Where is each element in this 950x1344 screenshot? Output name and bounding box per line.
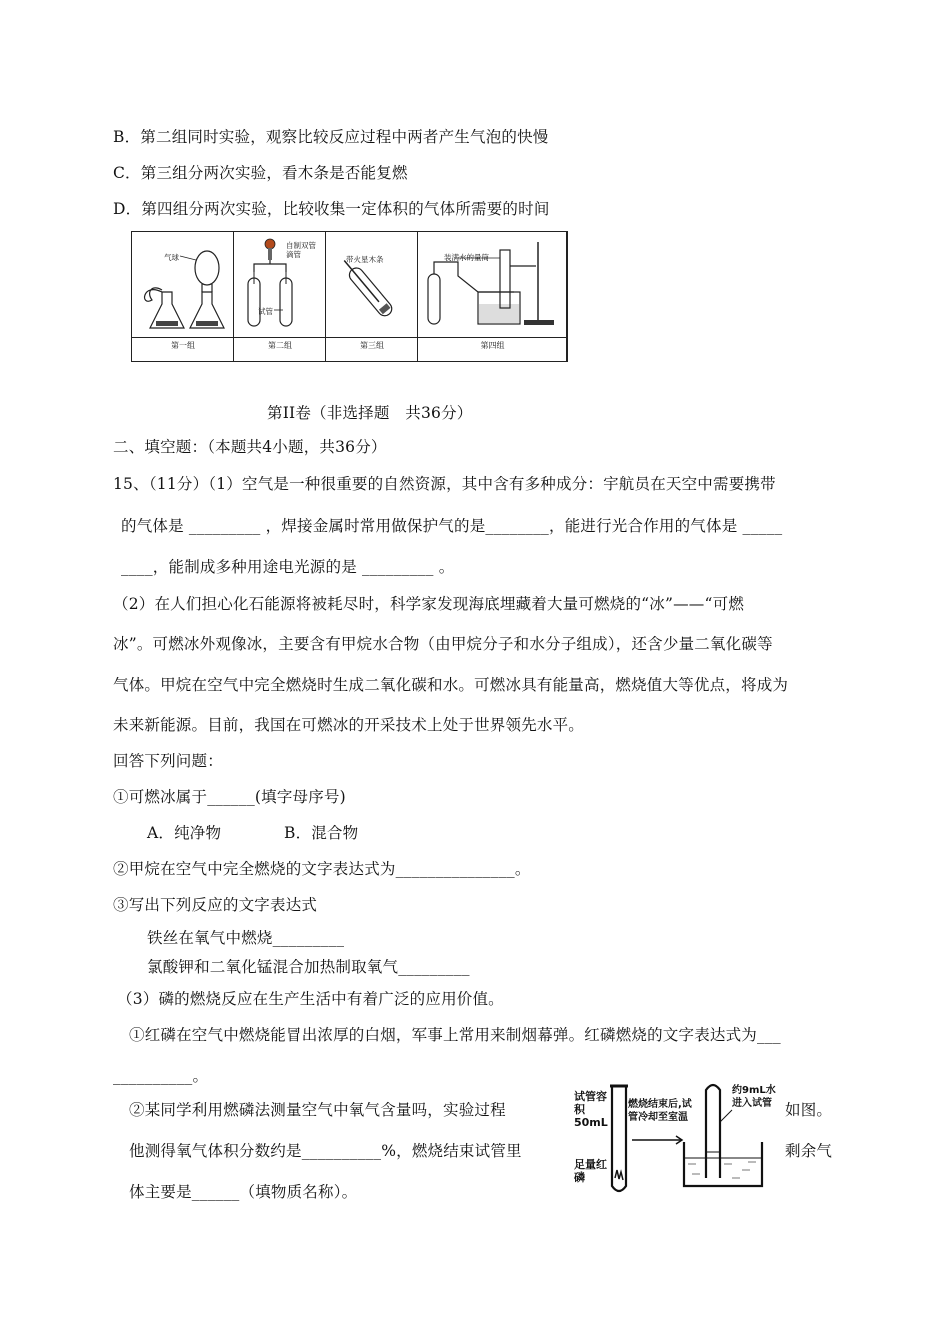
q15-p2-line-2: 冰”。可燃冰外观像冰，主要含有甲烷水合物（由甲烷分子和水分子组成），还含少量二氧化碳等 — [113, 635, 773, 653]
sub-question-2: ②甲烷在空气中完全燃烧的文字表达式为_______________。 — [113, 860, 531, 878]
part-title: 二、填空题：（本题共4小题，共36分） — [113, 438, 387, 456]
group-1-cell — [132, 232, 234, 361]
q15-p2-line-3: 气体。甲烷在空气中完全燃烧时生成二氧化碳和水。可燃冰具有能量高，燃烧值大等优点，将成为 — [113, 676, 789, 694]
q15-p2-line-4: 未来新能源。目前，我国在可燃冰的开采技术上处于世界领先水平。 — [113, 716, 585, 734]
part-3-q1-line-2: __________。 — [113, 1067, 209, 1085]
water-entry-label: 约9mL水进入试管 — [732, 1085, 776, 1109]
part-3-q2-line-1: ②某同学利用燃磷法测量空气中氧气含量吗，实验过程 — [129, 1101, 506, 1119]
caption-divider — [132, 337, 567, 338]
option-c: C．第三组分两次实验，看木条是否能复燃 — [113, 164, 408, 182]
sub-question-3b: 氯酸钾和二氧化锰混合加热制取氧气_________ — [147, 958, 470, 976]
group-2-cell — [234, 232, 326, 361]
sub-question-1: ①可燃冰属于______(填字母序号) — [113, 788, 346, 806]
q15-p2-line-1: （2）在人们担心化石能源将被耗尽时，科学家发现海底埋藏着大量可燃烧的“冰”——“可燃 — [113, 595, 745, 613]
q15-line-1: 15、（11分）（1）空气是一种很重要的自然资源，其中含有多种成分：宇航员在天空中需要携带 — [113, 475, 776, 493]
tube-volume-label: 试管容积50mL — [574, 1090, 608, 1129]
dropper-label: 自制双管滴管 — [286, 241, 316, 259]
q15-line-3: ____，能制成多种用途电光源的是 _________ 。 — [121, 558, 455, 576]
tube-label: 试管 — [258, 307, 273, 316]
caption-group-4: 第四组 — [480, 341, 505, 350]
sub-question-1-options: A．纯净物 B．混合物 — [147, 824, 359, 842]
water-displacement-illustration — [418, 232, 567, 337]
group-3-cell — [326, 232, 418, 361]
part-3-intro: （3）磷的燃烧反应在生产生活中有着广泛的应用价值。 — [117, 990, 504, 1008]
volume-title: 第II卷（非选择题 共36分） — [267, 404, 473, 422]
splint-label: 带火星木条 — [346, 255, 384, 264]
cooling-label: 燃烧结束后,试管冷却至室温 — [628, 1099, 692, 1123]
caption-group-2: 第二组 — [268, 341, 292, 350]
phosphorus-figure — [572, 1082, 780, 1202]
part-3-q2-line-2-end: 剩余气 — [785, 1142, 833, 1160]
part-3-q1-line-1: ①红磷在空气中燃烧能冒出浓厚的白烟，军事上常用来制烟幕弹。红磷燃烧的文字表达式为___ — [129, 1026, 781, 1044]
balloon-label: 气球 — [164, 253, 179, 262]
experiment-figure — [131, 231, 568, 362]
option-d: D．第四组分两次实验，比较收集一定体积的气体所需要的时间 — [113, 200, 550, 218]
red-phosphorus-label: 足量红磷 — [574, 1158, 607, 1184]
part-3-q2-line-2: 他测得氧气体积分数约是__________%，燃烧结束试管里 — [129, 1142, 522, 1160]
cylinder-label: 装满水的量筒 — [444, 253, 489, 262]
part-3-q2-line-3: 体主要是______（填物质名称）。 — [129, 1183, 358, 1201]
q15-line-2: 的气体是 _________ ，焊接金属时常用做保护气的是________，能进行光合作用的气体是 _____ — [121, 517, 783, 535]
option-b: B．第二组同时实验，观察比较反应过程中两者产生气泡的快慢 — [113, 128, 549, 146]
splint-tube-illustration — [326, 232, 418, 337]
sub-question-3: ③写出下列反应的文字表达式 — [113, 896, 318, 914]
caption-group-1: 第一组 — [171, 341, 195, 350]
part-3-q2-line-1-end: 如图。 — [785, 1101, 833, 1119]
caption-group-3: 第三组 — [360, 341, 384, 350]
answer-intro: 回答下列问题： — [113, 752, 223, 770]
group-4-cell — [418, 232, 567, 361]
flask-balloon-illustration — [132, 232, 234, 337]
sub-question-3a: 铁丝在氧气中燃烧_________ — [147, 929, 345, 947]
